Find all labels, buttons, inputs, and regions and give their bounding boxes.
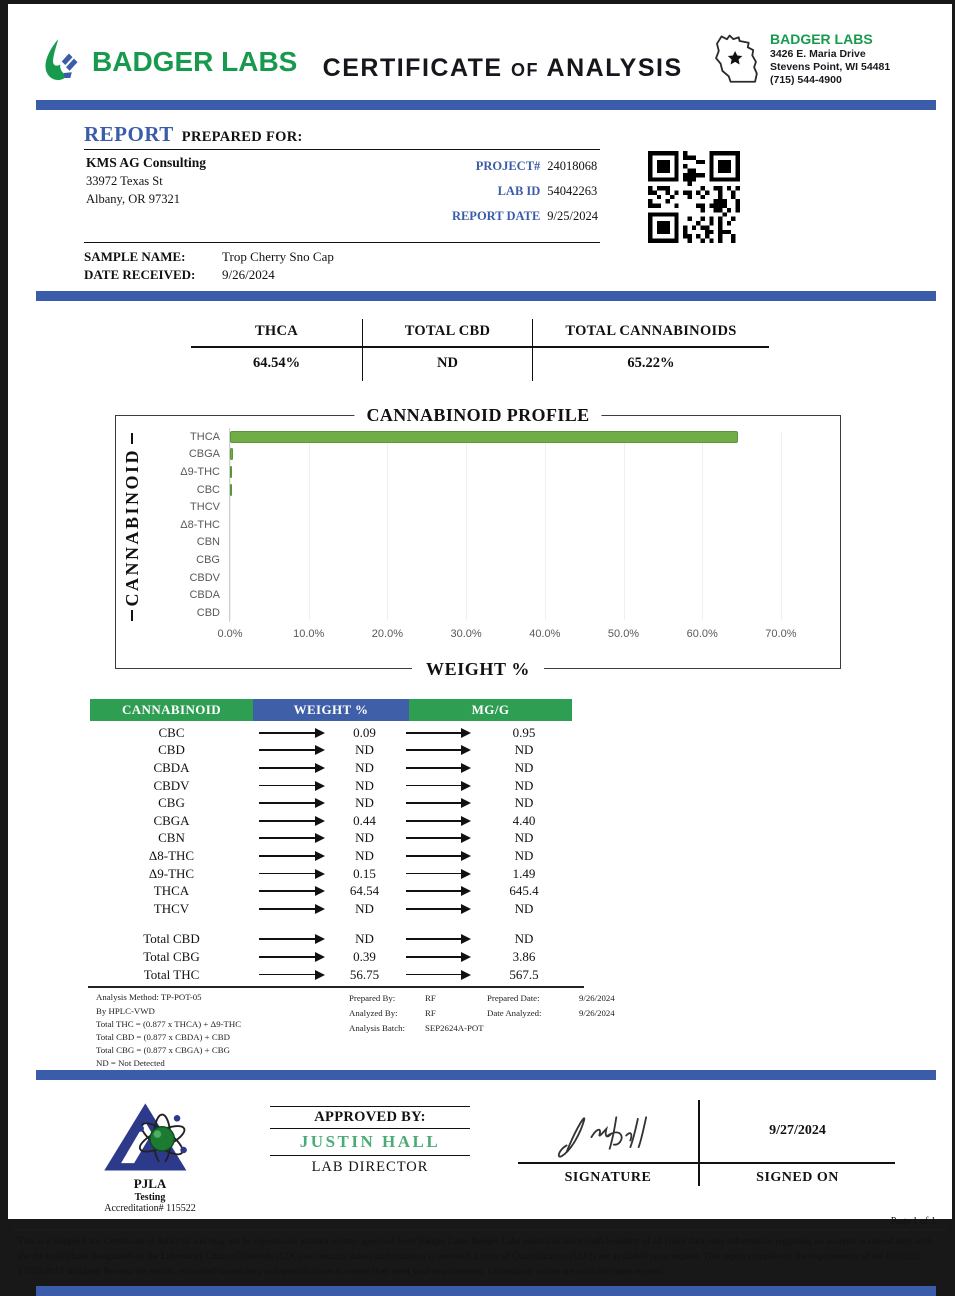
date-received-value: 9/26/2024 — [222, 267, 275, 282]
arrow-icon — [406, 802, 463, 804]
arrow-icon — [406, 785, 463, 787]
mg-per-g-value: 567.5 — [509, 966, 539, 982]
summary-table — [191, 319, 769, 381]
arrow-icon — [259, 785, 316, 787]
table-row — [90, 724, 572, 742]
weight-percent-value: ND — [355, 931, 374, 947]
arrow-icon — [259, 837, 316, 839]
results-table — [90, 699, 572, 983]
chart-xtick-label: 10.0% — [293, 627, 325, 640]
arrow-icon — [406, 908, 463, 910]
mg-per-g-value: 645.4 — [509, 883, 539, 899]
mg-per-g-value: ND — [514, 847, 534, 863]
arrow-icon — [259, 767, 316, 769]
client-address-line1: 33972 Texas St — [86, 174, 163, 188]
approver-title: LAB DIRECTOR — [311, 1159, 429, 1176]
chart-bar-area — [230, 534, 836, 552]
chart-x-axis-label: WEIGHT % — [412, 656, 544, 682]
cannabinoid-name: CBDV — [153, 777, 190, 793]
arrow-icon — [406, 938, 463, 940]
analysis-batch-value: SEP2624A-POT — [425, 1023, 484, 1034]
chart-category-label: CBG — [146, 551, 230, 569]
analyzed-by-label: Analyzed By: — [349, 1008, 398, 1019]
chart-rows — [146, 428, 836, 622]
arrow-icon — [406, 974, 463, 976]
chart-bar-row — [146, 604, 836, 622]
analyzed-by-value: RF — [425, 1008, 436, 1019]
mg-per-g-value: 1.49 — [512, 865, 536, 881]
arrow-icon — [259, 749, 316, 751]
approved-by-block — [270, 1106, 470, 1176]
pjla-logo-icon — [70, 1094, 230, 1178]
table-row — [90, 966, 572, 984]
date-analyzed-label: Date Analyzed: — [487, 1008, 542, 1019]
table-row — [90, 865, 572, 883]
header — [8, 4, 952, 100]
lab-contact-block — [708, 31, 926, 94]
method-notes-lines — [96, 991, 321, 1070]
chart-category-label: Δ8-THC — [146, 516, 230, 534]
chart-category-label: THCV — [146, 498, 230, 516]
chart-category-label: CBDA — [146, 586, 230, 604]
chart-xtick-label: 20.0% — [371, 627, 403, 640]
lab-address-line2: Stevens Point, WI 54481 — [769, 61, 891, 74]
accreditation-number: Accreditation# 115522 — [104, 1203, 196, 1215]
arrow-icon — [259, 732, 316, 734]
cannabinoid-name: Δ9-THC — [148, 865, 195, 881]
prepared-date-value: 9/26/2024 — [579, 993, 615, 1004]
weight-percent-value: ND — [355, 795, 374, 811]
divider-band-bottom — [36, 1286, 936, 1296]
chart-title: CANNABINOID PROFILE — [354, 403, 601, 427]
weight-percent-value: 56.75 — [349, 966, 380, 982]
chart-category-label: CBGA — [146, 446, 230, 464]
chart-bar-area — [230, 498, 836, 516]
cannabinoid-name: CBD — [158, 742, 185, 758]
chart-bar-row — [146, 516, 836, 534]
arrow-icon — [259, 855, 316, 857]
chart-bar-area — [230, 586, 836, 604]
chart-xticks — [217, 627, 836, 648]
page-title: CERTIFICATE of ANALYSIS — [322, 53, 683, 82]
chart-bar-area — [230, 481, 836, 499]
signed-on-label: SIGNED ON — [756, 1170, 839, 1186]
report-heading: REPORT — [84, 122, 174, 146]
mg-per-g-value: ND — [514, 900, 534, 916]
mg-per-g-value: 3.86 — [512, 948, 536, 964]
chart-ylabel-wrap — [119, 416, 145, 638]
prepared-for-label: PREPARED FOR: — [181, 129, 303, 145]
chart-xtick-label: 30.0% — [450, 627, 482, 640]
table-row — [90, 931, 572, 949]
cannabinoid-name: Total CBG — [143, 948, 200, 964]
cannabinoid-name: Δ8-THC — [148, 847, 195, 863]
date-received-label: DATE RECEIVED: — [84, 267, 196, 282]
cannabinoid-name: CBDA — [153, 759, 190, 775]
lab-address-line1: 3426 E. Maria Drive — [769, 48, 866, 60]
mg-per-g-value: ND — [514, 931, 534, 947]
summary-label: THCA — [191, 319, 362, 348]
weight-percent-value: ND — [355, 759, 374, 775]
cannabinoid-name: Total CBD — [143, 931, 200, 947]
chart-bar-row — [146, 569, 836, 587]
summary-value: ND — [437, 355, 458, 371]
analysis-batch-label: Analysis Batch: — [349, 1023, 405, 1034]
summary-col-thca — [191, 319, 362, 381]
approval-section — [70, 1094, 922, 1214]
report-date-value: 9/25/2024 — [547, 209, 598, 223]
arrow-icon — [259, 873, 316, 875]
cannabinoid-profile-chart — [115, 405, 841, 679]
badger-labs-logo — [38, 36, 297, 89]
cannabinoid-name: CBN — [158, 830, 185, 846]
arrow-icon — [406, 873, 463, 875]
wisconsin-map-icon — [708, 31, 764, 94]
chart-xtick-label: 70.0% — [765, 627, 797, 640]
report-section — [8, 110, 952, 291]
arrow-icon — [406, 732, 463, 734]
summary-col-total-cbd — [362, 319, 533, 381]
weight-percent-value: 0.15 — [353, 865, 376, 881]
disclaimer-text: This is a Badger Labs Certificate of Analysis and may not be reproduced without written approval from Badger Labs. Badger Labs maintains strict confidentiality of all client data. Any information regarding an analysis is shared only with the the individuals designated on the Laboratory Chain of Custody (COC) as contacts unless authorization is received. Limits of Quantification (LOQ) are available upon request. This report complies to the requirements of the ISO/IEC 17025:2017 standard. Review the results, expanded uncertainty and specifications to ensure they meet your requirements. Uncertainty values are available upon request. — [18, 1236, 932, 1278]
chart-bar-area — [230, 428, 836, 446]
approved-by-label: APPROVED BY: — [314, 1109, 426, 1126]
arrow-icon — [259, 974, 316, 976]
table-row — [90, 759, 572, 777]
signature-column — [518, 1100, 698, 1186]
arrow-icon — [406, 749, 463, 751]
cannabinoid-name: Total THC — [143, 966, 200, 982]
client-block — [86, 155, 206, 232]
chart-bar-row — [146, 534, 836, 552]
chart-bar-row — [146, 446, 836, 464]
method-note-line: ND = Not Detected — [96, 1058, 165, 1069]
chart-category-label: THCA — [146, 428, 230, 446]
table-row — [90, 794, 572, 812]
signed-on-date: 9/27/2024 — [700, 1100, 895, 1164]
divider-band-3 — [36, 1070, 936, 1080]
mg-per-g-value: 0.95 — [512, 724, 536, 740]
results-table-header — [90, 699, 572, 721]
summary-label: TOTAL CBD — [363, 319, 532, 348]
chart-bar-row — [146, 428, 836, 446]
cannabinoid-name: THCV — [153, 900, 190, 916]
table-row — [90, 948, 572, 966]
mg-per-g-value: ND — [514, 795, 534, 811]
table-row — [90, 882, 572, 900]
mg-per-g-value: ND — [514, 777, 534, 793]
report-date-label: REPORT DATE — [451, 209, 541, 223]
summary-value: 64.54% — [252, 355, 301, 371]
arrow-icon — [406, 837, 463, 839]
divider-band-2 — [36, 291, 936, 301]
weight-percent-value: 64.54 — [349, 883, 380, 899]
mg-per-g-value: ND — [514, 830, 534, 846]
chart-plot-area — [146, 428, 836, 664]
chart-category-label: CBC — [146, 481, 230, 499]
arrow-icon — [259, 820, 316, 822]
method-note-line: Total CBG = (0.877 x CBGA) + CBG — [96, 1045, 230, 1056]
arrow-icon — [406, 956, 463, 958]
mg-per-g-value: 4.40 — [512, 812, 536, 828]
cannabinoid-name: THCA — [153, 883, 190, 899]
weight-percent-value: ND — [355, 900, 374, 916]
table-row — [90, 830, 572, 848]
prepared-by-label: Prepared By: — [349, 993, 396, 1004]
method-notes — [96, 991, 952, 1070]
chart-bar-area — [230, 604, 836, 622]
results-table-header-cell: CANNABINOID — [90, 699, 253, 721]
project-number-value: 24018068 — [547, 159, 598, 173]
divider-band-top — [36, 100, 936, 110]
arrow-icon — [259, 908, 316, 910]
summary-col-total-cannabinoids — [533, 319, 769, 381]
chart-category-label: CBDV — [146, 569, 230, 587]
lab-name: BADGER LABS — [769, 30, 873, 47]
lab-id-value: 54042263 — [547, 184, 598, 198]
page-number: Page 1 of 1 — [890, 1216, 936, 1228]
project-block — [452, 159, 598, 232]
cannabinoid-name: CBGA — [153, 812, 190, 828]
signature-image — [518, 1100, 698, 1164]
table-row — [90, 900, 572, 918]
weight-percent-value: 0.09 — [353, 724, 376, 740]
cannabinoid-name: CBG — [158, 795, 185, 811]
client-project-block — [84, 149, 600, 243]
certificate-page — [8, 4, 952, 1278]
table-row — [90, 847, 572, 865]
arrow-icon — [406, 820, 463, 822]
chart-bar-area — [230, 446, 836, 464]
method-note-line: Total THC = (0.877 x THCA) + Δ9-THC — [96, 1018, 242, 1029]
prepared-by-value: RF — [425, 993, 436, 1004]
method-note-line: Analysis Method: TP-POT-05 — [96, 992, 202, 1003]
arrow-icon — [406, 767, 463, 769]
date-analyzed-value: 9/26/2024 — [579, 1008, 615, 1019]
approver-name: JUSTIN HALL — [299, 1132, 441, 1152]
arrow-icon — [406, 855, 463, 857]
chart-xtick-label: 60.0% — [686, 627, 718, 640]
chart-bar — [230, 431, 738, 443]
logo-wordmark: BADGER LABS — [92, 46, 298, 77]
weight-percent-value: 0.39 — [353, 948, 376, 964]
arrow-icon — [259, 802, 316, 804]
summary-value: 65.22% — [627, 355, 675, 371]
results-table-header-cell: WEIGHT % — [253, 699, 409, 721]
chart-y-axis-label: CANNABINOID — [121, 447, 142, 607]
pjla-accreditation-block — [70, 1094, 230, 1214]
chart-bar — [230, 466, 232, 478]
prepared-date-label: Prepared Date: — [487, 993, 540, 1004]
weight-percent-value: ND — [355, 742, 374, 758]
chart-bar — [230, 484, 232, 496]
chart-bar-row — [146, 498, 836, 516]
arrow-icon — [259, 890, 316, 892]
signature-label: SIGNATURE — [564, 1170, 652, 1186]
chart-bar-row — [146, 586, 836, 604]
signature-block — [518, 1100, 895, 1186]
chart-xtick-label: 50.0% — [607, 627, 640, 640]
qr-code — [648, 151, 740, 243]
arrow-icon — [259, 938, 316, 940]
results-table-totals — [90, 931, 572, 984]
arrow-icon — [406, 890, 463, 892]
leaf-logo-icon — [38, 36, 84, 89]
client-name: KMS AG Consulting — [86, 155, 207, 170]
chart-bar-area — [230, 463, 836, 481]
sample-name-value: Trop Cherry Sno Cap — [222, 249, 334, 264]
results-table-header-cell: MG/G — [409, 699, 572, 721]
cannabinoid-name: CBC — [158, 724, 185, 740]
weight-percent-value: 0.44 — [353, 812, 376, 828]
signed-on-column — [698, 1100, 895, 1186]
weight-percent-value: ND — [355, 847, 374, 863]
lab-phone: (715) 544-4900 — [769, 74, 842, 87]
results-table-body — [90, 724, 572, 918]
chart-bar-row — [146, 551, 836, 569]
chart-bar-area — [230, 551, 836, 569]
method-note-line: Total CBD = (0.877 x CBDA) + CBD — [96, 1031, 230, 1042]
chart-xtick-label: 40.0% — [529, 627, 561, 640]
sample-block — [84, 249, 932, 291]
pjla-testing-label: Testing — [134, 1192, 166, 1204]
table-row — [90, 777, 572, 795]
method-note-line: By HPLC-VWD — [96, 1005, 155, 1016]
table-row — [90, 812, 572, 830]
chart-xtick-label: 0.0% — [217, 627, 243, 640]
pjla-org-label: PJLA — [133, 1176, 167, 1192]
arrow-icon — [259, 956, 316, 958]
sample-name-label: SAMPLE NAME: — [84, 249, 186, 264]
chart-category-label: Δ9-THC — [146, 463, 230, 481]
analysis-meta — [349, 991, 649, 1070]
chart-bar — [230, 448, 233, 460]
chart-bar-area — [230, 516, 836, 534]
table-row — [90, 742, 572, 760]
weight-percent-value: ND — [355, 830, 374, 846]
table-end-rule — [88, 986, 584, 988]
summary-label: TOTAL CANNABINOIDS — [533, 319, 769, 348]
chart-category-label: CBD — [146, 604, 230, 622]
lab-id-label: LAB ID — [497, 184, 541, 198]
mg-per-g-value: ND — [514, 759, 534, 775]
project-number-label: PROJECT# — [475, 159, 541, 173]
chart-bar-row — [146, 463, 836, 481]
weight-percent-value: ND — [355, 777, 374, 793]
chart-bar-area — [230, 569, 836, 587]
client-address-line2: Albany, OR 97321 — [86, 192, 180, 206]
mg-per-g-value: ND — [514, 742, 534, 758]
chart-category-label: CBN — [146, 534, 230, 552]
chart-bar-row — [146, 481, 836, 499]
